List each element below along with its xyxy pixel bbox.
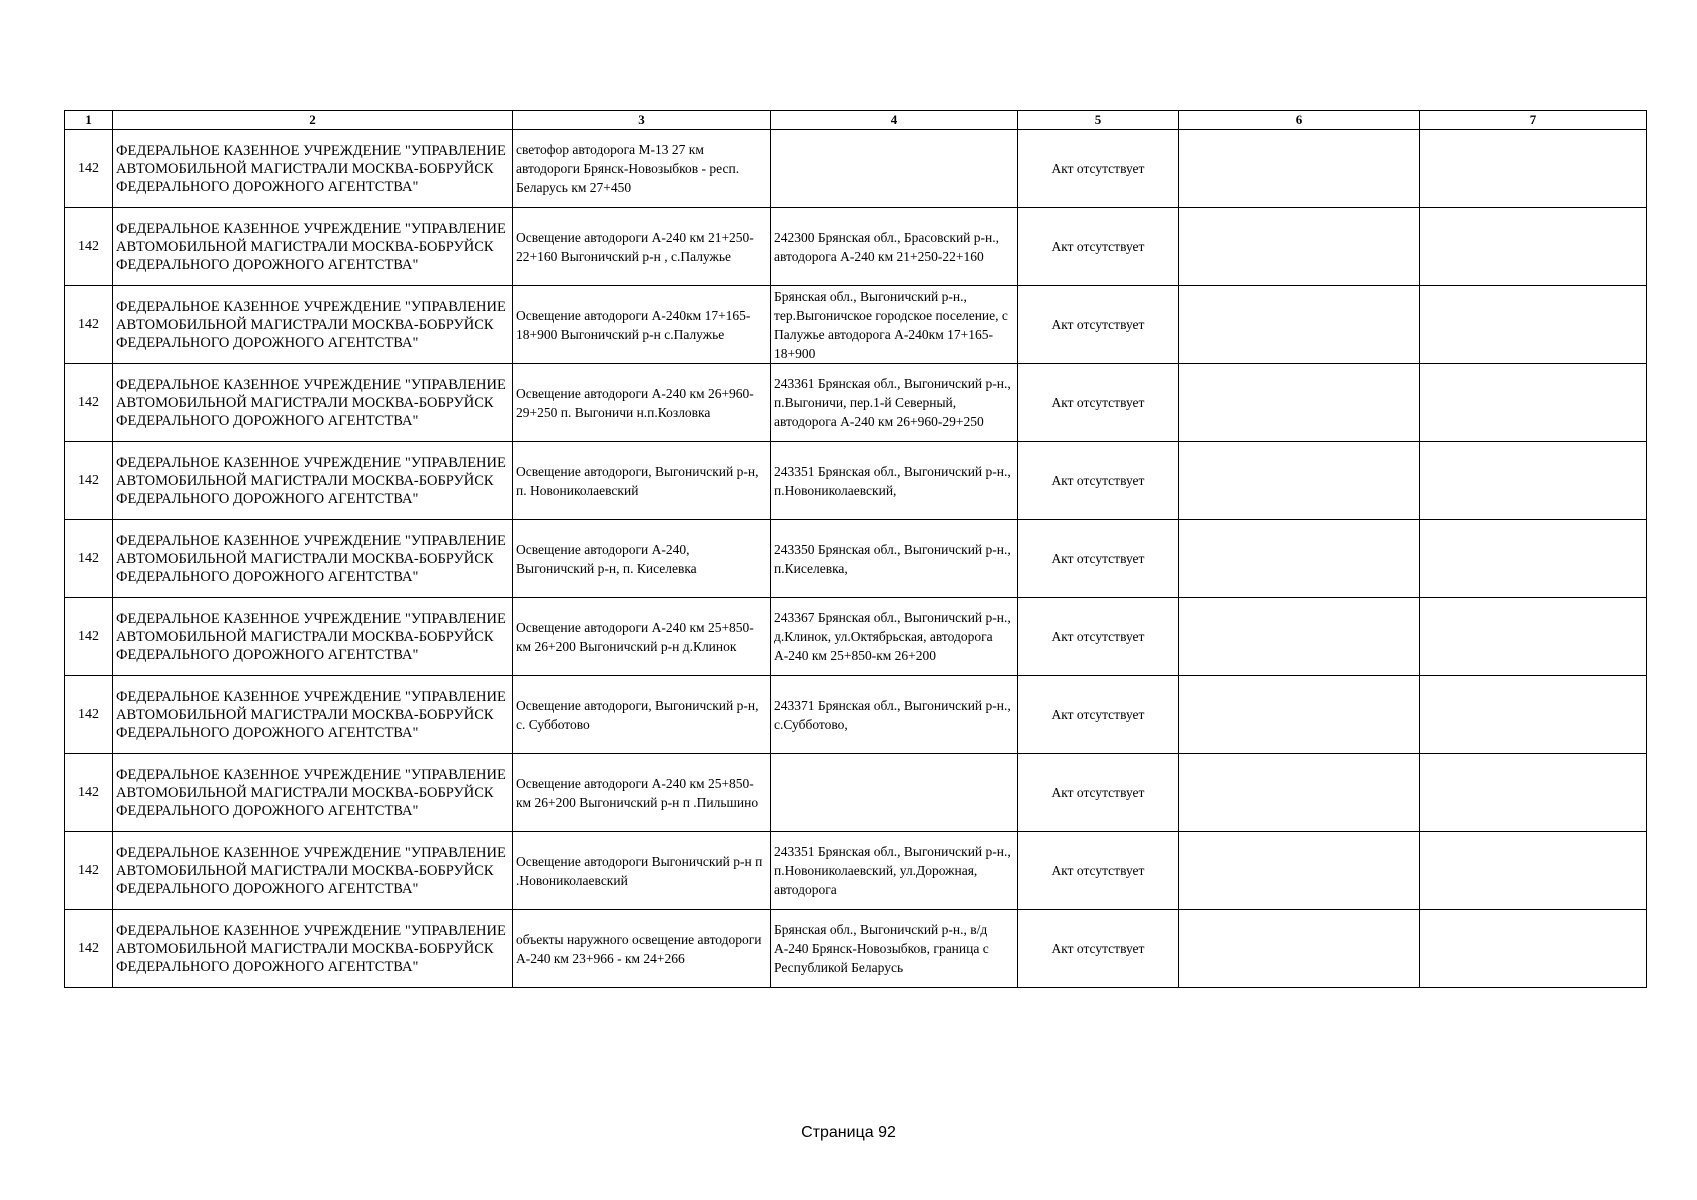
cell-number: 142	[65, 364, 113, 442]
cell-col6	[1179, 130, 1420, 208]
header-col-2: 2	[113, 111, 513, 130]
cell-address: 243351 Брянская обл., Выгоничский р-н., п.Новониколаевский,	[771, 442, 1018, 520]
cell-col7	[1420, 598, 1647, 676]
table-row	[65, 754, 1647, 832]
cell-col6	[1179, 520, 1420, 598]
cell-status: Акт отсутствует	[1018, 832, 1179, 910]
cell-organization: ФЕДЕРАЛЬНОЕ КАЗЕННОЕ УЧРЕЖДЕНИЕ "УПРАВЛЕНИЕ АВТОМОБИЛЬНОЙ МАГИСТРАЛИ МОСКВА-БОБРУЙСК ФЕДЕРАЛЬНОГО ДОРОЖНОГО АГЕНТСТВА"	[113, 754, 513, 832]
table-row	[65, 910, 1647, 988]
table-body	[65, 130, 1647, 988]
cell-object: Освещение автодороги А-240 км 26+960-29+250 п. Выгоничи н.п.Козловка	[513, 364, 771, 442]
header-col-5: 5	[1018, 111, 1179, 130]
cell-organization: ФЕДЕРАЛЬНОЕ КАЗЕННОЕ УЧРЕЖДЕНИЕ "УПРАВЛЕНИЕ АВТОМОБИЛЬНОЙ МАГИСТРАЛИ МОСКВА-БОБРУЙСК ФЕДЕРАЛЬНОГО ДОРОЖНОГО АГЕНТСТВА"	[113, 130, 513, 208]
cell-col7	[1420, 208, 1647, 286]
cell-col7	[1420, 442, 1647, 520]
cell-address: 242300 Брянская обл., Брасовский р-н., автодорога А-240 км 21+250-22+160	[771, 208, 1018, 286]
cell-object: Освещение автодороги А-240км 17+165-18+900 Выгоничский р-н с.Палужье	[513, 286, 771, 364]
cell-object: Освещение автодороги Выгоничский р-н п .Новониколаевский	[513, 832, 771, 910]
header-col-7: 7	[1420, 111, 1647, 130]
cell-number: 142	[65, 208, 113, 286]
cell-object: объекты наружного освещение автодороги А-240 км 23+966 - км 24+266	[513, 910, 771, 988]
table-row	[65, 442, 1647, 520]
cell-number: 142	[65, 676, 113, 754]
cell-object: Освещение автодороги А-240 км 25+850-км 26+200 Выгоничский р-н д.Клинок	[513, 598, 771, 676]
cell-address: Брянская обл., Выгоничский р-н., тер.Выгоничское городское поселение, с Палужье автодорога А-240км 17+165-18+900	[771, 286, 1018, 364]
cell-address: Брянская обл., Выгоничский р-н., в/д А-240 Брянск-Новозыбков, граница с Республикой Беларусь	[771, 910, 1018, 988]
cell-col7	[1420, 676, 1647, 754]
cell-organization: ФЕДЕРАЛЬНОЕ КАЗЕННОЕ УЧРЕЖДЕНИЕ "УПРАВЛЕНИЕ АВТОМОБИЛЬНОЙ МАГИСТРАЛИ МОСКВА-БОБРУЙСК ФЕДЕРАЛЬНОГО ДОРОЖНОГО АГЕНТСТВА"	[113, 442, 513, 520]
cell-col7	[1420, 754, 1647, 832]
cell-number: 142	[65, 832, 113, 910]
cell-col7	[1420, 286, 1647, 364]
cell-col6	[1179, 754, 1420, 832]
cell-address	[771, 754, 1018, 832]
cell-address: 243351 Брянская обл., Выгоничский р-н., п.Новониколаевский, ул.Дорожная, автодорога	[771, 832, 1018, 910]
table-row	[65, 832, 1647, 910]
cell-col7	[1420, 910, 1647, 988]
cell-col7	[1420, 364, 1647, 442]
cell-col6	[1179, 364, 1420, 442]
cell-address: 243367 Брянская обл., Выгоничский р-н., д.Клинок, ул.Октябрьская, автодорога А-240 км 25+850-км 26+200	[771, 598, 1018, 676]
header-col-1: 1	[65, 111, 113, 130]
cell-status: Акт отсутствует	[1018, 598, 1179, 676]
cell-status: Акт отсутствует	[1018, 754, 1179, 832]
cell-number: 142	[65, 910, 113, 988]
cell-address: 243361 Брянская обл., Выгоничский р-н., п.Выгоничи, пер.1-й Северный, автодорога А-240 км 26+960-29+250	[771, 364, 1018, 442]
cell-object: светофор автодорога М-13 27 км автодороги Брянск-Новозыбков - респ. Беларусь км 27+450	[513, 130, 771, 208]
cell-object: Освещение автодороги А-240 км 21+250-22+160 Выгоничский р-н , с.Палужье	[513, 208, 771, 286]
cell-number: 142	[65, 286, 113, 364]
cell-object: Освещение автодороги А-240 км 25+850-км 26+200 Выгоничский р-н п .Пильшино	[513, 754, 771, 832]
header-col-4: 4	[771, 111, 1018, 130]
cell-organization: ФЕДЕРАЛЬНОЕ КАЗЕННОЕ УЧРЕЖДЕНИЕ "УПРАВЛЕНИЕ АВТОМОБИЛЬНОЙ МАГИСТРАЛИ МОСКВА-БОБРУЙСК ФЕДЕРАЛЬНОГО ДОРОЖНОГО АГЕНТСТВА"	[113, 910, 513, 988]
cell-organization: ФЕДЕРАЛЬНОЕ КАЗЕННОЕ УЧРЕЖДЕНИЕ "УПРАВЛЕНИЕ АВТОМОБИЛЬНОЙ МАГИСТРАЛИ МОСКВА-БОБРУЙСК ФЕДЕРАЛЬНОГО ДОРОЖНОГО АГЕНТСТВА"	[113, 520, 513, 598]
table-row	[65, 520, 1647, 598]
cell-organization: ФЕДЕРАЛЬНОЕ КАЗЕННОЕ УЧРЕЖДЕНИЕ "УПРАВЛЕНИЕ АВТОМОБИЛЬНОЙ МАГИСТРАЛИ МОСКВА-БОБРУЙСК ФЕДЕРАЛЬНОГО ДОРОЖНОГО АГЕНТСТВА"	[113, 676, 513, 754]
cell-organization: ФЕДЕРАЛЬНОЕ КАЗЕННОЕ УЧРЕЖДЕНИЕ "УПРАВЛЕНИЕ АВТОМОБИЛЬНОЙ МАГИСТРАЛИ МОСКВА-БОБРУЙСК ФЕДЕРАЛЬНОГО ДОРОЖНОГО АГЕНТСТВА"	[113, 832, 513, 910]
cell-number: 142	[65, 520, 113, 598]
cell-status: Акт отсутствует	[1018, 130, 1179, 208]
cell-organization: ФЕДЕРАЛЬНОЕ КАЗЕННОЕ УЧРЕЖДЕНИЕ "УПРАВЛЕНИЕ АВТОМОБИЛЬНОЙ МАГИСТРАЛИ МОСКВА-БОБРУЙСК ФЕДЕРАЛЬНОГО ДОРОЖНОГО АГЕНТСТВА"	[113, 208, 513, 286]
header-col-6: 6	[1179, 111, 1420, 130]
cell-status: Акт отсутствует	[1018, 364, 1179, 442]
cell-object: Освещение автодороги, Выгоничский р-н, с. Субботово	[513, 676, 771, 754]
table-row	[65, 130, 1647, 208]
cell-col6	[1179, 832, 1420, 910]
cell-organization: ФЕДЕРАЛЬНОЕ КАЗЕННОЕ УЧРЕЖДЕНИЕ "УПРАВЛЕНИЕ АВТОМОБИЛЬНОЙ МАГИСТРАЛИ МОСКВА-БОБРУЙСК ФЕДЕРАЛЬНОГО ДОРОЖНОГО АГЕНТСТВА"	[113, 364, 513, 442]
cell-col6	[1179, 442, 1420, 520]
cell-status: Акт отсутствует	[1018, 208, 1179, 286]
table-row	[65, 364, 1647, 442]
cell-col6	[1179, 208, 1420, 286]
table-row	[65, 676, 1647, 754]
cell-address: 243371 Брянская обл., Выгоничский р-н., с.Субботово,	[771, 676, 1018, 754]
cell-number: 142	[65, 754, 113, 832]
cell-address	[771, 130, 1018, 208]
table-row	[65, 208, 1647, 286]
cell-address: 243350 Брянская обл., Выгоничский р-н., п.Киселевка,	[771, 520, 1018, 598]
cell-number: 142	[65, 130, 113, 208]
cell-number: 142	[65, 442, 113, 520]
cell-status: Акт отсутствует	[1018, 910, 1179, 988]
cell-organization: ФЕДЕРАЛЬНОЕ КАЗЕННОЕ УЧРЕЖДЕНИЕ "УПРАВЛЕНИЕ АВТОМОБИЛЬНОЙ МАГИСТРАЛИ МОСКВА-БОБРУЙСК ФЕДЕРАЛЬНОГО ДОРОЖНОГО АГЕНТСТВА"	[113, 286, 513, 364]
cell-status: Акт отсутствует	[1018, 676, 1179, 754]
cell-col6	[1179, 676, 1420, 754]
cell-col6	[1179, 598, 1420, 676]
cell-number: 142	[65, 598, 113, 676]
cell-col7	[1420, 130, 1647, 208]
cell-col6	[1179, 910, 1420, 988]
header-row	[65, 111, 1647, 130]
cell-col6	[1179, 286, 1420, 364]
cell-status: Акт отсутствует	[1018, 286, 1179, 364]
registry-table	[64, 110, 1647, 988]
cell-object: Освещение автодороги, Выгоничский р-н, п. Новониколаевский	[513, 442, 771, 520]
table-header	[65, 111, 1647, 130]
cell-object: Освещение автодороги А-240, Выгоничский р-н, п. Киселевка	[513, 520, 771, 598]
cell-organization: ФЕДЕРАЛЬНОЕ КАЗЕННОЕ УЧРЕЖДЕНИЕ "УПРАВЛЕНИЕ АВТОМОБИЛЬНОЙ МАГИСТРАЛИ МОСКВА-БОБРУЙСК ФЕДЕРАЛЬНОГО ДОРОЖНОГО АГЕНТСТВА"	[113, 598, 513, 676]
header-col-3: 3	[513, 111, 771, 130]
table-row	[65, 598, 1647, 676]
table-row	[65, 286, 1647, 364]
cell-status: Акт отсутствует	[1018, 442, 1179, 520]
cell-col7	[1420, 520, 1647, 598]
cell-col7	[1420, 832, 1647, 910]
cell-status: Акт отсутствует	[1018, 520, 1179, 598]
page-number: Страница 92	[801, 1124, 896, 1141]
